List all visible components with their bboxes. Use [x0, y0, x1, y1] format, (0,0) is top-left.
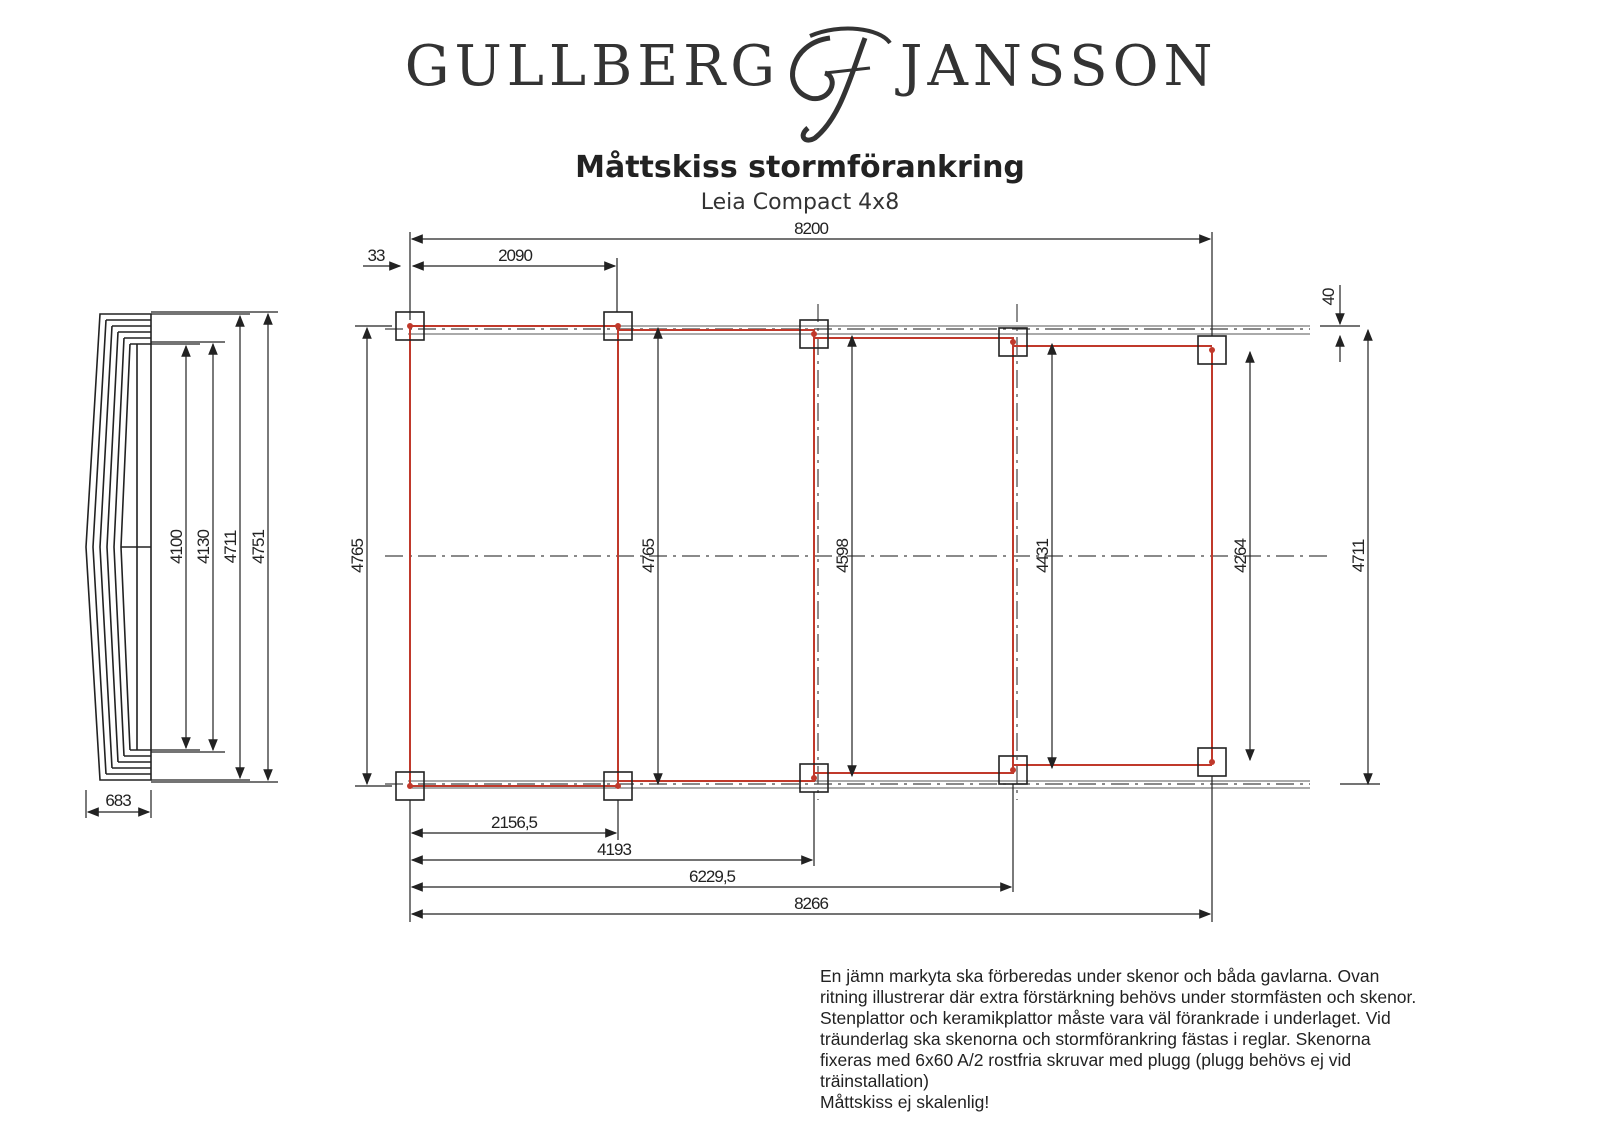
dim-4598: 4598 — [833, 539, 852, 573]
dim-33: 33 — [367, 246, 385, 265]
notes-paragraph: En jämn markyta ska förberedas under skenor och båda gavlarna. Ovan ritning illustrerar där extra förstärkning behövs under stormfästen och skenor. Stenplattor och keramikplattor måste vara väl förankrade i underlaget. Vid träunderlag ska skenorna och stormförankring fästas i reglar. Skenorna fixeras med 6x60 A/2 rostfria skruvar med plugg (plugg behövs ej vid träinstallation) — [820, 966, 1417, 1091]
dim-2156-5: 2156,5 — [491, 813, 537, 832]
brand-name-right: JANSSON — [900, 34, 1218, 99]
notes-warning: Måttskiss ej skalenlig! — [820, 1092, 990, 1112]
dim-4751: 4751 — [249, 530, 268, 564]
plan-centerlines — [385, 304, 1330, 800]
brand-name-left: GULLBERG — [404, 34, 780, 99]
page-subtitle: Leia Compact 4x8 — [700, 190, 900, 215]
plan-rails — [408, 326, 1310, 788]
dim-4100: 4100 — [167, 530, 186, 564]
dim-2090: 2090 — [498, 246, 532, 265]
dim-683: 683 — [105, 791, 131, 810]
dim-6229-5: 6229,5 — [689, 867, 735, 886]
installation-notes — [820, 966, 1420, 1113]
dim-8200: 8200 — [794, 219, 828, 238]
page-title: Måttskiss stormförankring — [575, 150, 1025, 185]
dim-4765-left: 4765 — [348, 539, 367, 573]
dim-4711-right: 4711 — [1349, 539, 1368, 573]
dim-4193: 4193 — [597, 840, 631, 859]
dim-4264: 4264 — [1231, 539, 1250, 573]
dim-4765-inner: 4765 — [639, 539, 658, 573]
dim-4431: 4431 — [1033, 539, 1052, 573]
dim-4711-side: 4711 — [221, 530, 240, 564]
dim-4130: 4130 — [194, 530, 213, 564]
dim-8266: 8266 — [794, 894, 828, 913]
side-view — [86, 314, 151, 780]
dim-40: 40 — [1319, 288, 1338, 306]
